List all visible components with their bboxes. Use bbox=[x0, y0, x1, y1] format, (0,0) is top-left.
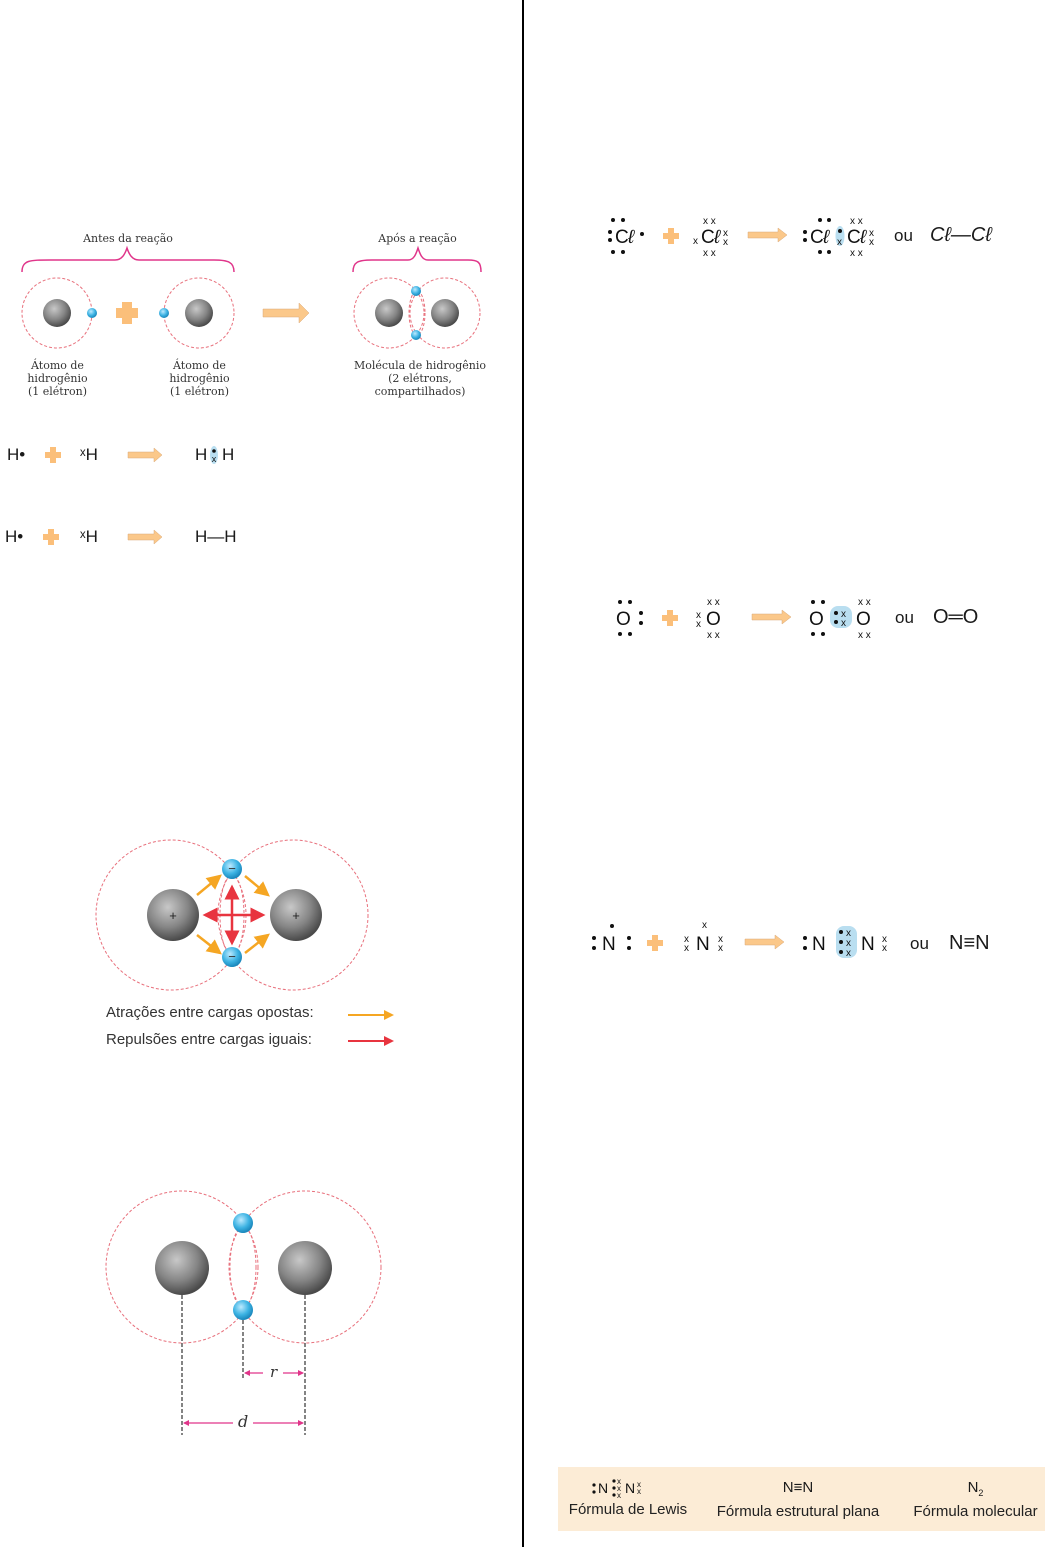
plus-icon bbox=[45, 447, 61, 463]
atom2-caption-line1: Átomo de hidrogênio bbox=[169, 359, 230, 385]
svg-text:C: C bbox=[810, 227, 824, 248]
svg-text:N: N bbox=[812, 934, 826, 955]
svg-text:x x: x x bbox=[850, 248, 863, 259]
svg-text:x x: x x bbox=[703, 248, 716, 259]
or-connector: ou bbox=[894, 226, 913, 245]
svg-text:N: N bbox=[602, 934, 616, 955]
after-reaction-label: Após a reação bbox=[378, 232, 457, 245]
svg-text:x: x bbox=[684, 934, 689, 945]
before-brace bbox=[22, 248, 234, 272]
svg-text:x: x bbox=[617, 1491, 621, 1500]
svg-text:x: x bbox=[846, 948, 851, 959]
distance-label: d bbox=[238, 1412, 249, 1431]
legend-repulsion-label: Repulsões entre cargas iguais: bbox=[106, 1031, 312, 1048]
svg-text:+: + bbox=[292, 908, 300, 923]
atom2-caption-line2: (1 elétron) bbox=[169, 385, 229, 398]
svg-text:ℓ: ℓ bbox=[628, 227, 635, 248]
h-x-reactant: ˣH bbox=[80, 445, 98, 464]
o-o-structural: O═O bbox=[933, 606, 979, 628]
svg-text:x: x bbox=[637, 1480, 641, 1489]
svg-text:x: x bbox=[869, 228, 874, 239]
svg-text:C: C bbox=[847, 227, 861, 248]
svg-text:x: x bbox=[882, 934, 887, 945]
product-h-left: H bbox=[195, 445, 208, 464]
svg-text:x: x bbox=[617, 1484, 621, 1493]
h-h-structural: H—H bbox=[195, 527, 237, 546]
svg-text:x: x bbox=[723, 237, 728, 248]
h-dot-reactant: H• bbox=[5, 527, 24, 546]
svg-text:x: x bbox=[841, 609, 846, 620]
molecule-caption-line2: (2 elétrons, compartilhados) bbox=[374, 372, 466, 398]
svg-text:x x: x x bbox=[858, 630, 871, 641]
svg-text:x: x bbox=[696, 610, 701, 621]
n2-lewis-mini bbox=[588, 1475, 668, 1499]
svg-text:ℓ: ℓ bbox=[860, 227, 867, 248]
or-connector: ou bbox=[910, 934, 929, 953]
molecular-formula-symbol: N bbox=[967, 1479, 979, 1496]
reaction-arrow-icon bbox=[128, 530, 164, 544]
svg-text:O: O bbox=[809, 609, 824, 630]
n2-lewis-graphic bbox=[588, 918, 908, 968]
formula-col-lewis bbox=[558, 1467, 698, 1531]
molecule-caption bbox=[345, 359, 495, 398]
svg-text:x: x bbox=[696, 619, 701, 630]
svg-text:x: x bbox=[846, 938, 851, 949]
svg-text:x: x bbox=[846, 928, 851, 939]
atom1-caption-line1: Átomo de hidrogênio bbox=[27, 359, 88, 385]
attraction-arrow-icon bbox=[348, 1010, 394, 1020]
svg-text:O: O bbox=[856, 609, 871, 630]
svg-text:x: x bbox=[693, 236, 698, 247]
svg-text:x x: x x bbox=[858, 597, 871, 608]
svg-text:x x: x x bbox=[703, 216, 716, 227]
repulsion-arrow-icon bbox=[348, 1036, 394, 1046]
atom1-caption-line2: (1 elétron) bbox=[27, 385, 87, 398]
svg-text:x: x bbox=[869, 237, 874, 248]
svg-text:N: N bbox=[861, 934, 875, 955]
svg-text:x: x bbox=[211, 454, 217, 464]
radius-label: r bbox=[270, 1363, 278, 1381]
column-divider bbox=[522, 0, 524, 1547]
svg-text:x: x bbox=[718, 943, 723, 954]
after-brace bbox=[353, 248, 481, 272]
svg-text:x x: x x bbox=[707, 597, 720, 608]
shared-pair-highlight bbox=[209, 445, 219, 465]
reaction-arrow-icon bbox=[128, 448, 164, 462]
svg-text:C: C bbox=[615, 227, 629, 248]
h-dot-reactant: H• bbox=[7, 445, 26, 464]
svg-text:+: + bbox=[169, 908, 177, 923]
svg-text:x: x bbox=[684, 943, 689, 954]
atom2-caption bbox=[142, 359, 257, 398]
svg-text:x: x bbox=[702, 920, 707, 931]
svg-text:O: O bbox=[706, 609, 721, 630]
cl-cl-structural: Cℓ—Cℓ bbox=[930, 224, 992, 246]
svg-text:x: x bbox=[718, 934, 723, 945]
svg-text:C: C bbox=[701, 227, 715, 248]
before-reaction-label: Antes da reação bbox=[83, 232, 173, 245]
svg-text:x x: x x bbox=[850, 216, 863, 227]
svg-text:−: − bbox=[228, 861, 236, 876]
molecular-formula-label: Fórmula molecular bbox=[913, 1503, 1038, 1520]
molecule-caption-line1: Molécula de hidrogênio bbox=[353, 359, 487, 372]
svg-text:x: x bbox=[617, 1477, 621, 1486]
svg-text:x: x bbox=[723, 228, 728, 239]
product-h-right: H bbox=[222, 445, 235, 464]
svg-text:N: N bbox=[696, 934, 710, 955]
svg-text:−: − bbox=[228, 949, 236, 964]
molecular-formula-subscript: 2 bbox=[978, 1488, 984, 1498]
svg-text:ℓ: ℓ bbox=[714, 227, 721, 248]
svg-text:N: N bbox=[625, 1480, 636, 1496]
svg-text:x: x bbox=[837, 237, 842, 248]
formula-col-molecular bbox=[908, 1467, 1043, 1531]
legend-attraction-label: Atrações entre cargas opostas: bbox=[106, 1004, 314, 1021]
molecular-formula bbox=[908, 1479, 1043, 1499]
formula-table bbox=[558, 1467, 1045, 1531]
n-n-structural: N≡N bbox=[949, 932, 990, 954]
svg-text:O: O bbox=[616, 609, 631, 630]
svg-text:x: x bbox=[637, 1487, 641, 1496]
svg-text:x: x bbox=[882, 943, 887, 954]
structural-formula-label: Fórmula estrutural plana bbox=[716, 1503, 880, 1520]
structural-formula: N≡N bbox=[782, 1479, 814, 1496]
svg-text:x: x bbox=[841, 618, 846, 629]
plus-icon bbox=[43, 529, 59, 545]
formula-col-structural bbox=[708, 1467, 888, 1531]
forces-graphic bbox=[95, 835, 395, 1025]
svg-text:ℓ: ℓ bbox=[823, 227, 830, 248]
svg-text:x x: x x bbox=[707, 630, 720, 641]
svg-text:N: N bbox=[598, 1480, 609, 1496]
h-x-reactant: ˣH bbox=[80, 527, 98, 546]
distance-graphic bbox=[100, 1185, 390, 1445]
lewis-formula-label: Fórmula de Lewis bbox=[568, 1501, 688, 1518]
o2-lewis-graphic bbox=[610, 594, 910, 644]
atom1-caption bbox=[0, 359, 115, 398]
or-connector: ou bbox=[895, 608, 914, 627]
